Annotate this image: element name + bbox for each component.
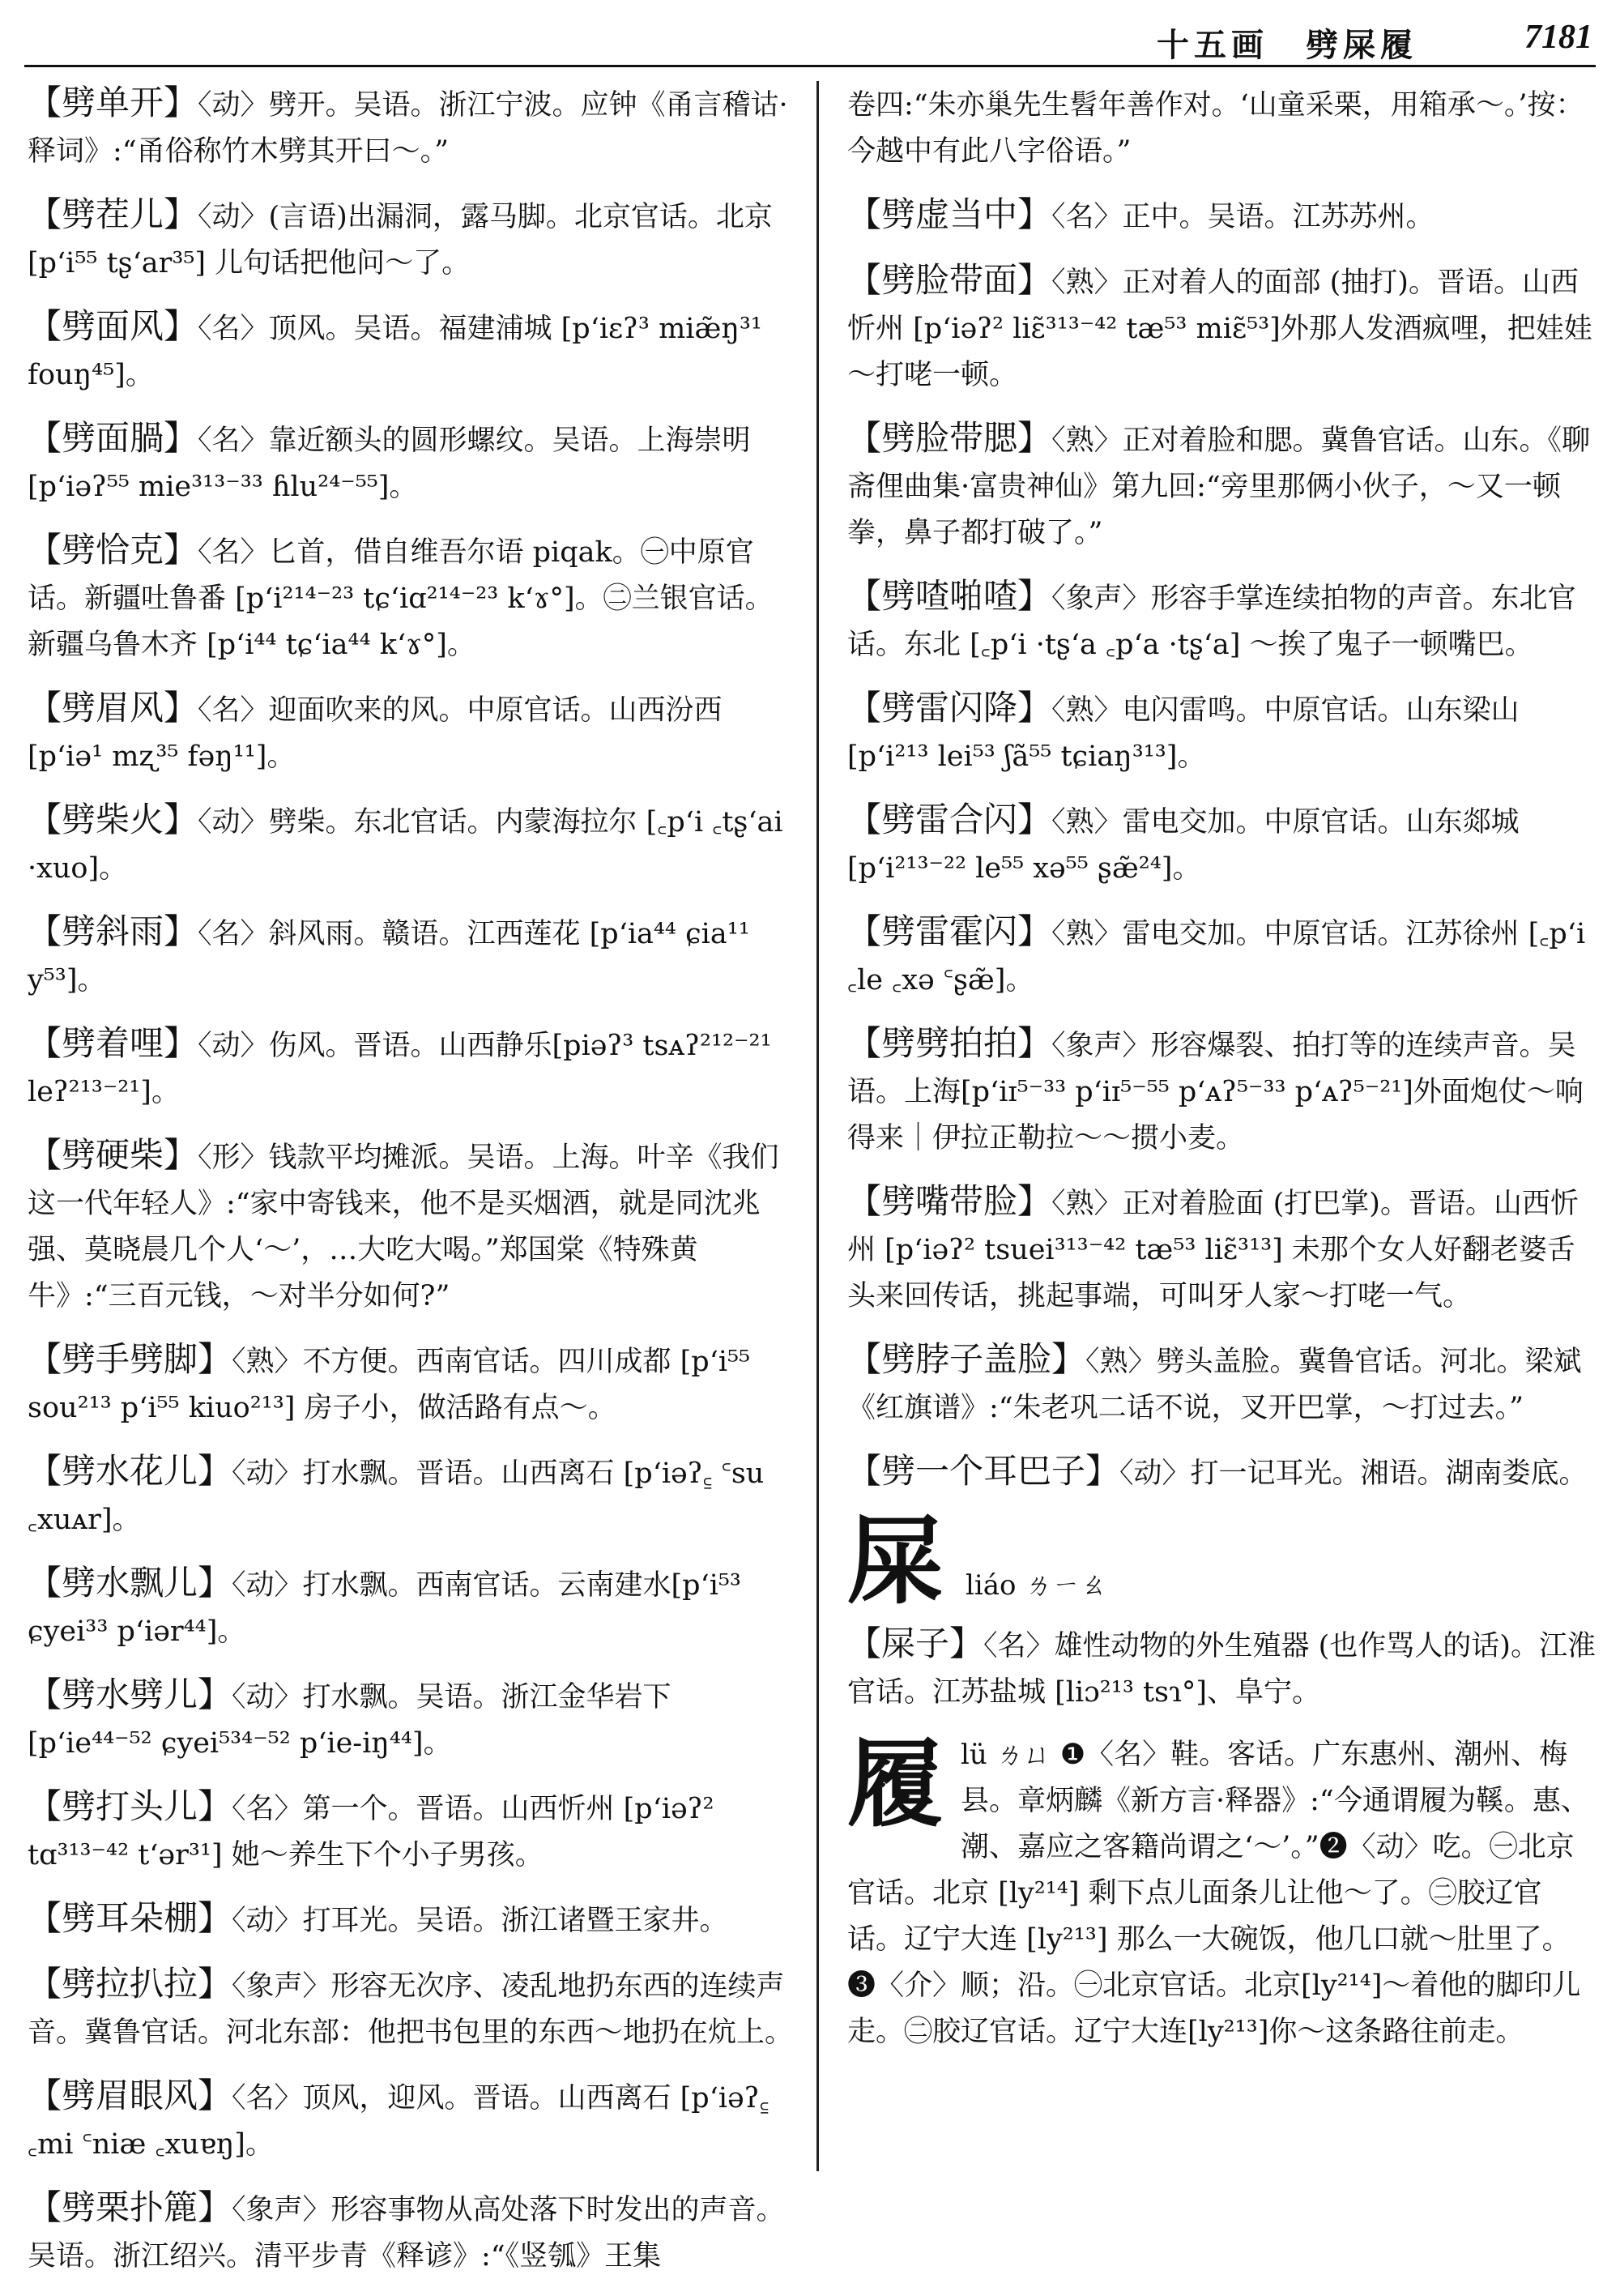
entry-body: 〈动〉打水飘。晋语。山西离石 [p‘iəʔ꜁ ꜂su ꜀xuᴀr]。 <box>28 1457 765 1536</box>
headword: 【劈手劈脚】 <box>28 1339 232 1379</box>
pinyin-zhuyin: lü ㄌㄩ <box>961 1739 1051 1771</box>
dictionary-entry <box>28 527 797 668</box>
character-entry-lu <box>847 1727 1597 2055</box>
dictionary-entry <box>847 908 1597 1004</box>
headword: 【劈斜雨】 <box>28 911 198 951</box>
headword: 【屎子】 <box>847 1624 984 1663</box>
entry-body: 〈名〉顶风，迎风。晋语。山西离石 [p‘iəʔ꜁ ꜀mi ꜂niæ ꜀xuɐŋ]。 <box>28 2082 770 2161</box>
dictionary-entry <box>28 685 797 780</box>
headword: 【劈面风】 <box>28 306 198 346</box>
header-rule <box>24 65 1596 67</box>
entry-body: 〈熟〉电闪雷鸣。中原官话。山东梁山 [p‘i²¹³ lei⁵³ ʃã⁵⁵ tɕiaŋ³¹³]。 <box>847 694 1520 773</box>
headword: 【劈一个耳巴子】 <box>847 1451 1120 1491</box>
entry-body: 〈熟〉正对着脸和腮。冀鲁官话。山东。《聊斋俚曲集·富贵神仙》第九回:“旁里那俩小伙子，～又一顿拳，鼻子都打破了。” <box>847 425 1591 549</box>
headword: 【劈拉扒拉】 <box>28 1964 232 2004</box>
headword: 【劈水飘儿】 <box>28 1563 232 1603</box>
entry-body: 〈动〉打一记耳光。湘语。湖南娄底。 <box>1119 1457 1588 1490</box>
dictionary-entry <box>28 1560 797 1655</box>
head-character: 屎 <box>847 1504 944 1617</box>
dictionary-entry <box>28 796 797 892</box>
entry-body: 〈动〉打水飘。吴语。浙江金华岩下 [p‘ie⁴⁴⁻⁵² ɕyei⁵³⁴⁻⁵² p‘ie-iŋ⁴⁴]。 <box>28 1681 671 1760</box>
dictionary-entry <box>28 2184 797 2280</box>
headword: 【劈硬柴】 <box>28 1135 198 1175</box>
entry-body: 〈动〉打水飘。西南官话。云南建水[p‘i⁵³ ɕyei³³ p‘iər⁴⁴]。 <box>28 1569 741 1648</box>
entry-body: 〈象声〉形容无次序、凌乱地扔东西的连续声音。冀鲁官话。河北东部：他把书包里的东西～地扔在炕上。 <box>28 1970 794 2049</box>
entry-body: 〈名〉迎面吹来的风。中原官话。山西汾西 [p‘iə¹ mʐ³⁵ fəŋ¹¹]。 <box>28 694 723 773</box>
headword: 【劈面腡】 <box>28 418 198 458</box>
dictionary-entry <box>28 1132 797 1320</box>
headword: 【劈恰克】 <box>28 530 198 570</box>
entry-body: 〈熟〉正对着人的面部 (抽打)。晋语。山西忻州 [p‘iəʔ² liɛ̃³¹³⁻⁴² tæ⁵³ miɛ̃⁵³]外那人发酒疯哩，把娃娃～打咾一顿。 <box>847 267 1592 391</box>
headword: 【劈单开】 <box>28 83 198 122</box>
entry-body: 〈象声〉形容手掌连续拍物的声音。东北官话。东北 [꜀p‘i ·tʂ‘a ꜀p‘a ·tʂ‘a] ～挨了鬼子一顿嘴巴。 <box>847 583 1576 661</box>
dictionary-entry <box>847 257 1597 399</box>
headword: 【劈喳啪喳】 <box>847 576 1052 616</box>
headword: 【劈耳朵棚】 <box>28 1898 232 1938</box>
dictionary-entry <box>28 1783 797 1879</box>
entry-body: 〈动〉伤风。晋语。山西静乐[piəʔ³ tsᴀʔ²¹²⁻²¹ leʔ²¹³⁻²¹]。 <box>28 1030 772 1108</box>
page-header <box>0 0 1620 63</box>
entry-body: 〈动〉打耳光。吴语。浙江诸暨王家井。 <box>232 1905 728 1937</box>
entry-body: 〈名〉匕首，借自维吾尔语 piqak。㊀中原官话。新疆吐鲁番 [p‘i²¹⁴⁻²³ tɕ‘iɑ²¹⁴⁻²³ k‘ɤ°]。㊁兰银官话。新疆乌鲁木齐 [p‘i⁴⁴ tɕ‘ia⁴⁴ k‘ɤ°]。 <box>28 536 774 661</box>
dictionary-entry <box>847 685 1597 780</box>
entry-body: 〈名〉第一个。晋语。山西忻州 [p‘iəʔ² tɑ³¹³⁻⁴² t‘ər³¹] 她～养生下个小子男孩。 <box>28 1793 714 1871</box>
headword: 【劈虚当中】 <box>847 194 1052 234</box>
dictionary-entry <box>28 415 797 510</box>
right-column <box>847 79 1597 2072</box>
headword: 【劈劈拍拍】 <box>847 1023 1052 1063</box>
dictionary-entry <box>28 303 797 399</box>
page-number: 7181 <box>1524 19 1592 56</box>
entry-body: 〈名〉正中。吴语。江苏苏州。 <box>1051 201 1435 233</box>
headword: 【劈脸带面】 <box>847 260 1052 300</box>
entry-body: 〈名〉斜风雨。赣语。江西莲花 [p‘ia⁴⁴ ɕia¹¹ y⁵³]。 <box>28 918 750 996</box>
entry-body: 〈名〉靠近额头的圆形螺纹。吴语。上海崇明 [p‘iəʔ⁵⁵ mie³¹³⁻³³ ɦlu²⁴⁻⁵⁵]。 <box>28 425 751 503</box>
head-character: 履 <box>847 1727 944 1840</box>
dictionary-entry <box>28 1448 797 1543</box>
dictionary-entry <box>28 1961 797 2056</box>
entry-body: 〈熟〉雷电交加。中原官话。江苏徐州 [꜀p‘i ꜀le ꜀xə ꜂ʂæ̃]。 <box>847 918 1586 996</box>
dictionary-entry <box>847 796 1597 892</box>
dictionary-entry <box>847 79 1597 175</box>
entry-body: 〈熟〉不方便。西南官话。四川成都 [p‘i⁵⁵ sou²¹³ p‘i⁵⁵ kiuo²¹³] 房子小，做活路有点～。 <box>28 1346 751 1424</box>
entry-body: 〈熟〉劈头盖脸。冀鲁官话。河北。梁斌《红旗谱》:“朱老巩二话不说，叉开巴掌，～打过去。” <box>847 1346 1582 1424</box>
headword: 【劈着哩】 <box>28 1023 198 1063</box>
headword: 【劈水花儿】 <box>28 1451 232 1491</box>
headword: 【劈眉风】 <box>28 688 198 728</box>
dictionary-entry <box>847 573 1597 668</box>
dictionary-entry <box>28 1671 797 1767</box>
headword: 【劈柴火】 <box>28 800 198 839</box>
headword: 【劈水劈儿】 <box>28 1675 232 1714</box>
dictionary-entry <box>847 415 1597 557</box>
dictionary-entry <box>847 1448 1597 1497</box>
headword: 【劈眉眼风】 <box>28 2076 232 2115</box>
dictionary-entry <box>847 1336 1597 1432</box>
dictionary-entry <box>28 1336 797 1432</box>
entry-body: 〈动〉劈开。吴语。浙江宁波。应钟《甬言稽诂·释词》:“甬俗称竹木劈其开曰～。” <box>28 89 788 168</box>
entry-body: 〈熟〉正对着脸面 (打巴掌)。晋语。山西忻州 [p‘iəʔ² tsuei³¹³⁻⁴² tæ⁵³ liɛ̃³¹³] 未那个女人好翻老婆舌头来回传话，挑起事端，可叫牙人家～打咾一气。 <box>847 1188 1579 1312</box>
entry-body: 〈名〉顶风。吴语。福建浦城 [p‘iɛʔ³ miæ̃ŋ³¹ fouŋ⁴⁵]。 <box>28 313 762 391</box>
headword: 【劈脖子盖脸】 <box>847 1339 1086 1379</box>
entry-body: 〈形〉钱款平均摊派。吴语。上海。叶辛《我们这一代年轻人》:“家中寄钱来，他不是买烟酒，就是同沈兆强、莫晓晨几个人‘～’，…大吃大喝。”郑国棠《特殊黄牛》:“三百元钱，～对半分如何?” <box>28 1142 779 1312</box>
column-divider <box>816 81 819 2171</box>
left-column <box>28 79 797 2296</box>
headword: 【劈雷合闪】 <box>847 800 1052 839</box>
entry-body: 卷四:“朱亦巢先生髫年善作对。‘山童采栗，用箱承～。’按：今越中有此八字俗语。” <box>847 89 1584 168</box>
entry-body: 〈象声〉形容事物从高处落下时发出的声音。吴语。浙江绍兴。清平步青《释谚》:“《竖瓠》王集 <box>28 2194 785 2273</box>
headword: 【劈雷霍闪】 <box>847 911 1052 951</box>
entry-body: 〈动〉劈柴。东北官话。内蒙海拉尔 [꜀p‘i ꜀tʂ‘ai ·xuo]。 <box>28 806 783 885</box>
headword: 【劈栗扑簏】 <box>28 2187 232 2227</box>
dictionary-entry <box>847 1178 1597 1320</box>
headword: 【劈嘴带脸】 <box>847 1181 1052 1221</box>
entry-body: ❶〈名〉鞋。客话。广东惠州、潮州、梅县。章炳麟《新方言·释器》:“今通谓履为鞵。惠、潮、嘉应之客籍尚谓之‘～’。”❷〈动〉吃。㊀北京官话。北京 [ly²¹⁴] 剩下点儿面条儿让他～了。㊁胶辽官话。辽宁大连 [ly²¹³] 那么一大碗饭，他几口就～肚里了。❸〈介〉顺；沿。㊀北京官话。北京[ly²¹⁴]～着他的脚印儿走。㊁胶辽官话。辽宁大连[ly²¹³]你～这条路往前走。 <box>847 1739 1589 2048</box>
dictionary-entry <box>28 908 797 1004</box>
dictionary-entry <box>847 1620 1597 1716</box>
dictionary-entry <box>28 79 797 175</box>
entry-body: 〈熟〉雷电交加。中原官话。山东郯城 [p‘i²¹³⁻²² le⁵⁵ xə⁵⁵ ʂæ̃²⁴]。 <box>847 806 1520 885</box>
entry-body: 〈名〉雄性动物的外生殖器 (也作骂人的话)。江淮官话。江苏盐城 [liɔ²¹³ tsɿ°]、阜宁。 <box>847 1630 1596 1709</box>
headword: 【劈雷闪降】 <box>847 688 1052 728</box>
entry-body: 〈动〉(言语)出漏洞，露马脚。北京官话。北京 [p‘i⁵⁵ tʂ‘ar³⁵] 儿句话把他问～了。 <box>28 201 773 280</box>
dictionary-entry <box>28 1020 797 1116</box>
pinyin-zhuyin: liáo ㄌㄧㄠ <box>966 1569 1108 1602</box>
character-heading-liao <box>847 1504 1597 1617</box>
headword: 【劈打头儿】 <box>28 1786 232 1826</box>
running-head: 十五画 劈屎履 <box>1157 26 1418 64</box>
dictionary-entry <box>28 1895 797 1944</box>
dictionary-entry <box>28 2072 797 2168</box>
entry-body: 〈象声〉形容爆裂、拍打等的连续声音。吴语。上海[p‘iɪ⁵⁻³³ p‘iɪ⁵⁻⁵⁵ p‘ᴀʔ⁵⁻³³ p‘ᴀʔ⁵⁻²¹]外面炮仗～响得来｜伊拉正勒拉～～掼小麦。 <box>847 1030 1584 1154</box>
headword: 【劈脸带腮】 <box>847 418 1052 458</box>
dictionary-entry <box>847 1020 1597 1162</box>
headword: 【劈茬儿】 <box>28 194 198 234</box>
dictionary-entry <box>847 191 1597 241</box>
dictionary-entry <box>28 191 797 287</box>
